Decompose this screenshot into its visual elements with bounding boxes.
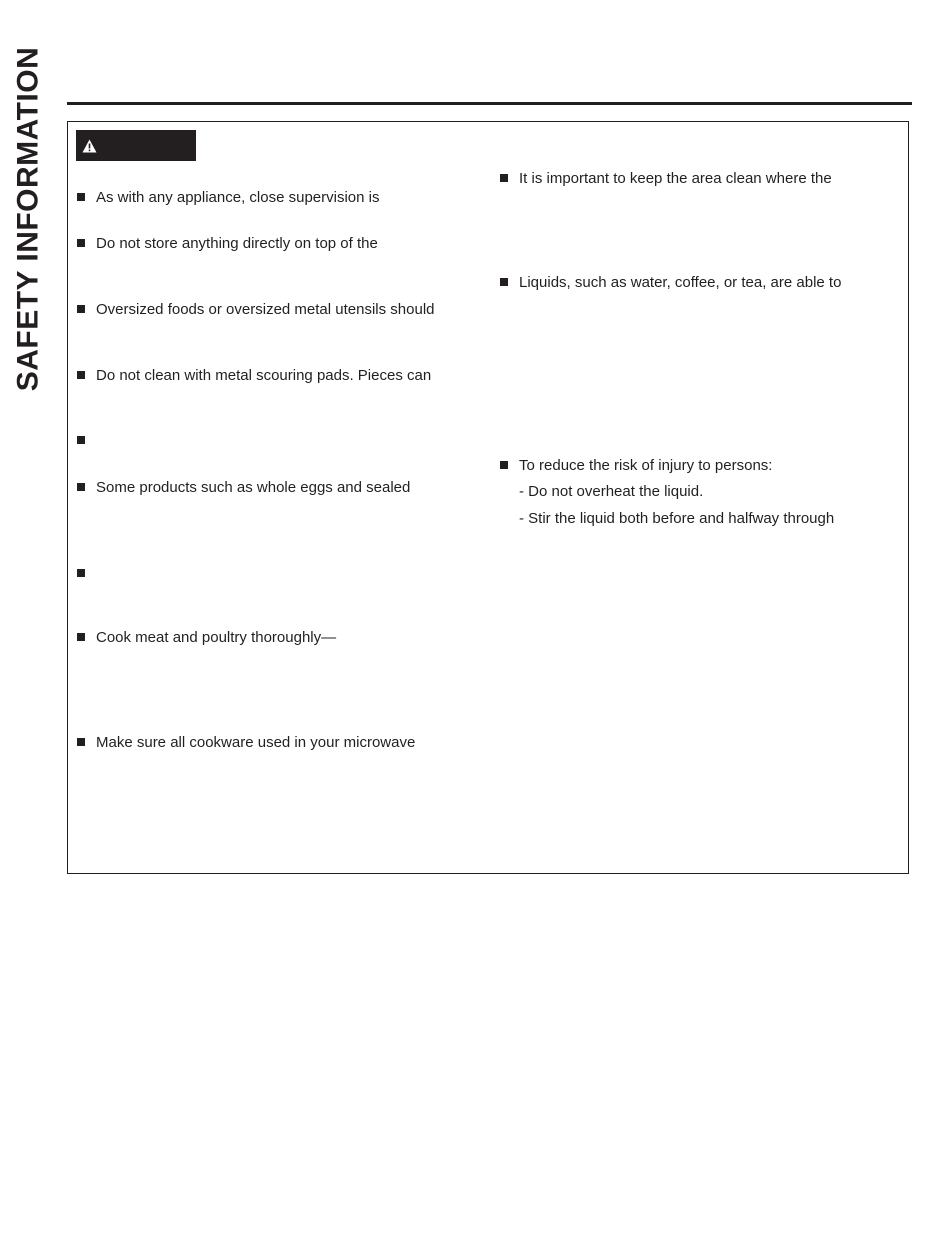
list-item: As with any appliance, close supervision is xyxy=(77,189,379,207)
list-item xyxy=(77,432,96,450)
sub-list-item: - Stir the liquid both before and halfway through xyxy=(519,510,835,527)
bullet-icon xyxy=(77,193,85,201)
warning-triangle-icon xyxy=(82,139,97,153)
header-rule xyxy=(67,102,912,105)
list-item xyxy=(77,565,96,583)
list-item: Do not store anything directly on top of the xyxy=(77,235,378,253)
bullet-icon xyxy=(500,174,508,182)
list-item: To reduce the risk of injury to persons: xyxy=(500,457,772,475)
list-item: It is important to keep the area clean where the xyxy=(500,170,832,188)
list-item: Make sure all cookware used in your microwave xyxy=(77,734,415,752)
bullet-icon xyxy=(500,461,508,469)
list-item: Oversized foods or oversized metal utensils should xyxy=(77,301,435,319)
list-item: Some products such as whole eggs and sealed xyxy=(77,479,410,497)
list-item: Liquids, such as water, coffee, or tea, are able to xyxy=(500,274,841,292)
bullet-icon xyxy=(77,371,85,379)
bullet-icon xyxy=(77,436,85,444)
list-item: Cook meat and poultry thoroughly— xyxy=(77,629,336,647)
sub-list-item: - Do not overheat the liquid. xyxy=(519,483,704,500)
bullet-icon xyxy=(77,569,85,577)
list-item: Do not clean with metal scouring pads. Pieces can xyxy=(77,367,431,385)
bullet-icon xyxy=(77,305,85,313)
section-title-vertical xyxy=(8,36,48,402)
warning-label xyxy=(76,130,196,161)
warning-box xyxy=(67,121,909,874)
bullet-icon xyxy=(77,239,85,247)
bullet-icon xyxy=(77,738,85,746)
bullet-icon xyxy=(77,633,85,641)
bullet-icon xyxy=(77,483,85,491)
bullet-icon xyxy=(500,278,508,286)
section-title: SAFETY INFORMATION xyxy=(11,46,44,392)
